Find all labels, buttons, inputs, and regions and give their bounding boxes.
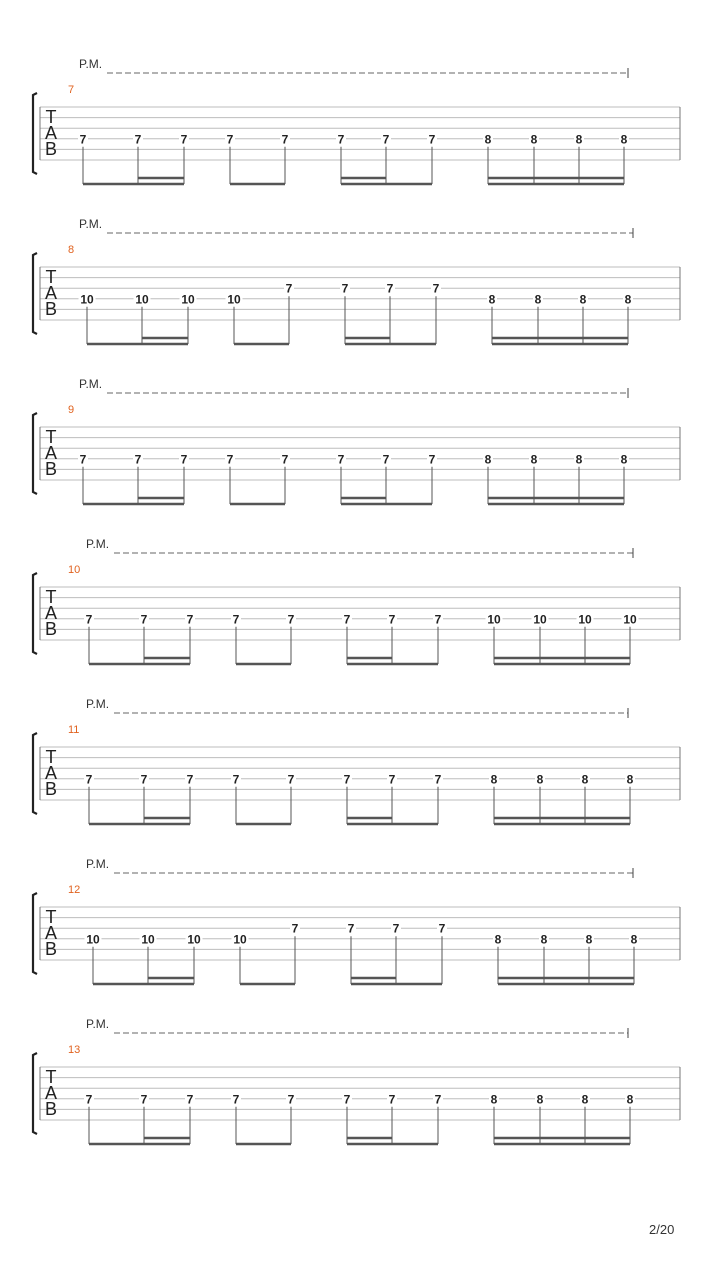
tab-clef-letter: T (45, 267, 57, 287)
tab-clef-letter: B (44, 459, 58, 479)
fret-number: 7 (281, 452, 289, 467)
fret-number: 7 (432, 281, 440, 296)
fret-number: 7 (281, 132, 289, 147)
measure-number: 10 (68, 564, 81, 576)
palm-mute-label: P.M. (86, 857, 110, 871)
fret-number: 7 (388, 772, 396, 787)
system-bracket (33, 1053, 37, 1134)
fret-number: 8 (534, 292, 542, 307)
fret-number: 7 (287, 772, 295, 787)
fret-number: 8 (626, 1092, 634, 1107)
fret-number: 8 (494, 932, 502, 947)
tab-clef-letter: B (44, 779, 58, 799)
fret-number: 8 (630, 932, 638, 947)
fret-number: 8 (536, 1092, 544, 1107)
fret-number: 7 (285, 281, 293, 296)
fret-number: 7 (226, 132, 234, 147)
fret-number: 8 (626, 772, 634, 787)
tab-clef-letter: B (44, 619, 58, 639)
page-number: 2/20 (649, 1222, 675, 1237)
fret-number: 7 (226, 452, 234, 467)
measure-number: 9 (68, 404, 75, 416)
fret-number: 7 (388, 1092, 396, 1107)
palm-mute-label: P.M. (86, 697, 110, 711)
system-bracket (33, 253, 37, 334)
fret-number: 8 (536, 772, 544, 787)
tab-clef-letter: B (44, 1099, 58, 1119)
fret-number: 8 (575, 452, 583, 467)
fret-number: 7 (85, 1092, 93, 1107)
tab-clef-letter: T (45, 107, 57, 127)
tab-clef-letter: A (44, 923, 58, 943)
fret-number: 7 (291, 921, 299, 936)
system-bracket (33, 733, 37, 814)
fret-number: 7 (382, 132, 390, 147)
fret-number: 7 (186, 772, 194, 787)
measure-number: 8 (68, 244, 75, 256)
palm-mute-label: P.M. (79, 57, 103, 71)
measure-number: 11 (68, 724, 80, 736)
fret-number: 8 (575, 132, 583, 147)
fret-number: 10 (487, 612, 501, 627)
fret-number: 7 (79, 132, 87, 147)
fret-number: 8 (581, 1092, 589, 1107)
tab-clef-letter: A (44, 443, 58, 463)
fret-number: 10 (181, 292, 195, 307)
fret-number: 10 (578, 612, 592, 627)
fret-number: 8 (624, 292, 632, 307)
fret-number: 10 (533, 612, 547, 627)
fret-number: 7 (180, 132, 188, 147)
fret-number: 7 (287, 612, 295, 627)
fret-number: 7 (85, 772, 93, 787)
tab-clef-letter: B (44, 139, 58, 159)
fret-number: 7 (186, 1092, 194, 1107)
fret-number: 8 (620, 452, 628, 467)
fret-number: 8 (585, 932, 593, 947)
fret-number: 7 (337, 132, 345, 147)
palm-mute-label: P.M. (86, 537, 110, 551)
measure-number: 13 (68, 1044, 81, 1056)
fret-number: 7 (343, 612, 351, 627)
tab-clef-letter: A (44, 123, 58, 143)
fret-number: 7 (140, 1092, 148, 1107)
tab-clef-letter: T (45, 907, 57, 927)
palm-mute-label: P.M. (79, 377, 103, 391)
palm-mute-label: P.M. (86, 1017, 110, 1031)
fret-number: 8 (490, 772, 498, 787)
fret-number: 7 (343, 1092, 351, 1107)
fret-number: 7 (347, 921, 355, 936)
fret-number: 7 (434, 772, 442, 787)
fret-number: 7 (388, 612, 396, 627)
fret-number: 8 (581, 772, 589, 787)
measure-number: 12 (68, 884, 81, 896)
fret-number: 7 (434, 612, 442, 627)
tab-clef-letter: T (45, 427, 57, 447)
fret-number: 7 (434, 1092, 442, 1107)
fret-number: 7 (232, 612, 240, 627)
fret-number: 8 (530, 132, 538, 147)
fret-number: 7 (140, 772, 148, 787)
fret-number: 7 (428, 452, 436, 467)
fret-number: 8 (490, 1092, 498, 1107)
fret-number: 10 (141, 932, 155, 947)
fret-number: 7 (337, 452, 345, 467)
fret-number: 7 (134, 452, 142, 467)
fret-number: 7 (180, 452, 188, 467)
fret-number: 7 (428, 132, 436, 147)
fret-number: 7 (134, 132, 142, 147)
fret-number: 7 (287, 1092, 295, 1107)
system-bracket (33, 573, 37, 654)
system-bracket (33, 413, 37, 494)
fret-number: 8 (579, 292, 587, 307)
fret-number: 10 (227, 292, 241, 307)
fret-number: 8 (540, 932, 548, 947)
fret-number: 8 (484, 452, 492, 467)
tab-clef-letter: B (44, 939, 58, 959)
tab-clef-letter: B (44, 299, 58, 319)
fret-number: 10 (623, 612, 637, 627)
fret-number: 10 (187, 932, 201, 947)
fret-number: 7 (386, 281, 394, 296)
fret-number: 8 (530, 452, 538, 467)
tab-clef-letter: A (44, 1083, 58, 1103)
fret-number: 8 (488, 292, 496, 307)
tab-clef-letter: T (45, 1067, 57, 1087)
tab-clef-letter: A (44, 763, 58, 783)
fret-number: 7 (232, 1092, 240, 1107)
tab-clef-letter: T (45, 747, 57, 767)
fret-number: 10 (80, 292, 94, 307)
tab-clef-letter: A (44, 603, 58, 623)
measure-number: 7 (68, 84, 75, 96)
fret-number: 10 (233, 932, 247, 947)
fret-number: 10 (86, 932, 100, 947)
fret-number: 7 (343, 772, 351, 787)
fret-number: 7 (186, 612, 194, 627)
fret-number: 7 (392, 921, 400, 936)
fret-number: 7 (232, 772, 240, 787)
fret-number: 10 (135, 292, 149, 307)
fret-number: 8 (484, 132, 492, 147)
fret-number: 7 (79, 452, 87, 467)
system-bracket (33, 93, 37, 174)
fret-number: 8 (620, 132, 628, 147)
tab-clef-letter: T (45, 587, 57, 607)
fret-number: 7 (341, 281, 349, 296)
fret-number: 7 (85, 612, 93, 627)
fret-number: 7 (140, 612, 148, 627)
system-bracket (33, 893, 37, 974)
palm-mute-label: P.M. (79, 217, 103, 231)
tab-clef-letter: A (44, 283, 58, 303)
fret-number: 7 (382, 452, 390, 467)
fret-number: 7 (438, 921, 446, 936)
